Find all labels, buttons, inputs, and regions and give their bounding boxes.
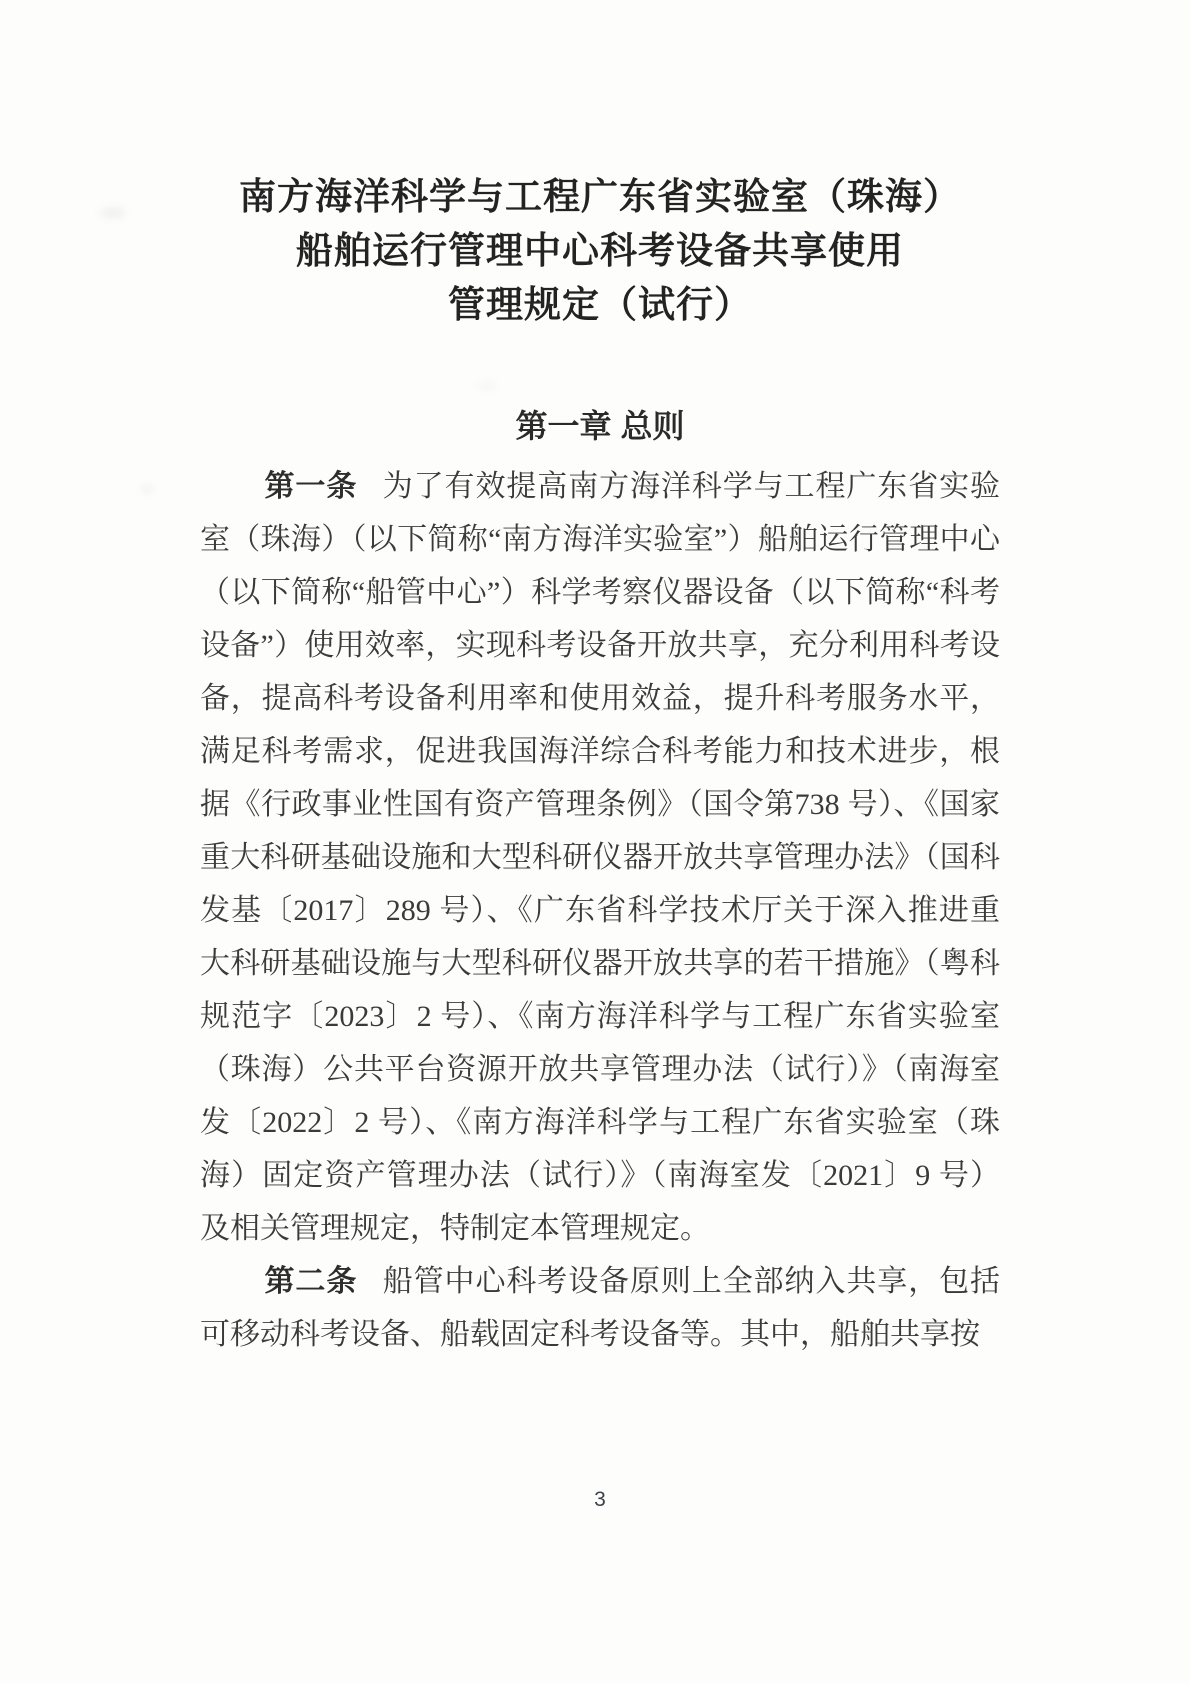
article-1-label: 第一条 [264, 470, 358, 503]
article-2-text: 船管中心科考设备原则上全部纳入共享，包括可移动科考设备、船载固定科考设备等。其中，船舶共享按 [200, 1265, 1001, 1351]
title-line-3: 管理规定（试行） [448, 284, 752, 325]
title-line-1: 南方海洋科学与工程广东省实验室（珠海） [239, 176, 961, 217]
scan-artifact [100, 208, 126, 218]
document-title [200, 0, 1000, 332]
article-1-paragraph [200, 460, 1000, 1255]
article-2-paragraph [200, 1255, 1000, 1361]
document-body [200, 460, 1000, 1361]
chapter-heading: 第一章 总则 [515, 408, 685, 444]
article-1-text: 为了有效提高南方海洋科学与工程广东省实验室（珠海）（以下简称“南方海洋实验室”）船舶运行管理中心（以下简称“船管中心”）科学考察仪器设备（以下简称“科考设备”）使用效率，实现科考设备开放共享，充分利用科考设备，提高科考设备利用率和使用效益，提升科考服务水平，满足科考需求，促进我国海洋综合科考能力和技术进步，根据《行政事业性国有资产管理条例》（国令第738 号）、《国家重大科研基础设施和大型科研仪器开放共享管理办法》（国科发基〔2017〕289 号）、《广东省科学技术厅关于深入推进重大科研基础设施与大型科研仪器开放共享的若干措施》（粤科规范字〔2023〕2 号）、《南方海洋科学与工程广东省实验室（珠海）公共平台资源开放共享管理办法（试行）》（南海室发〔2022〕2 号）、《南方海洋科学与工程广东省实验室（珠海）固定资产管理办法（试行）》（南海室发〔2021〕9 号）及相关管理规定，特制定本管理规定。 [200, 470, 1001, 1245]
document-content [200, 0, 1000, 1361]
article-2-label: 第二条 [264, 1265, 358, 1298]
title-line-2: 船舶运行管理中心科考设备共享使用 [296, 230, 904, 271]
page-number: 3 [594, 1488, 606, 1511]
scan-artifact [142, 486, 152, 493]
